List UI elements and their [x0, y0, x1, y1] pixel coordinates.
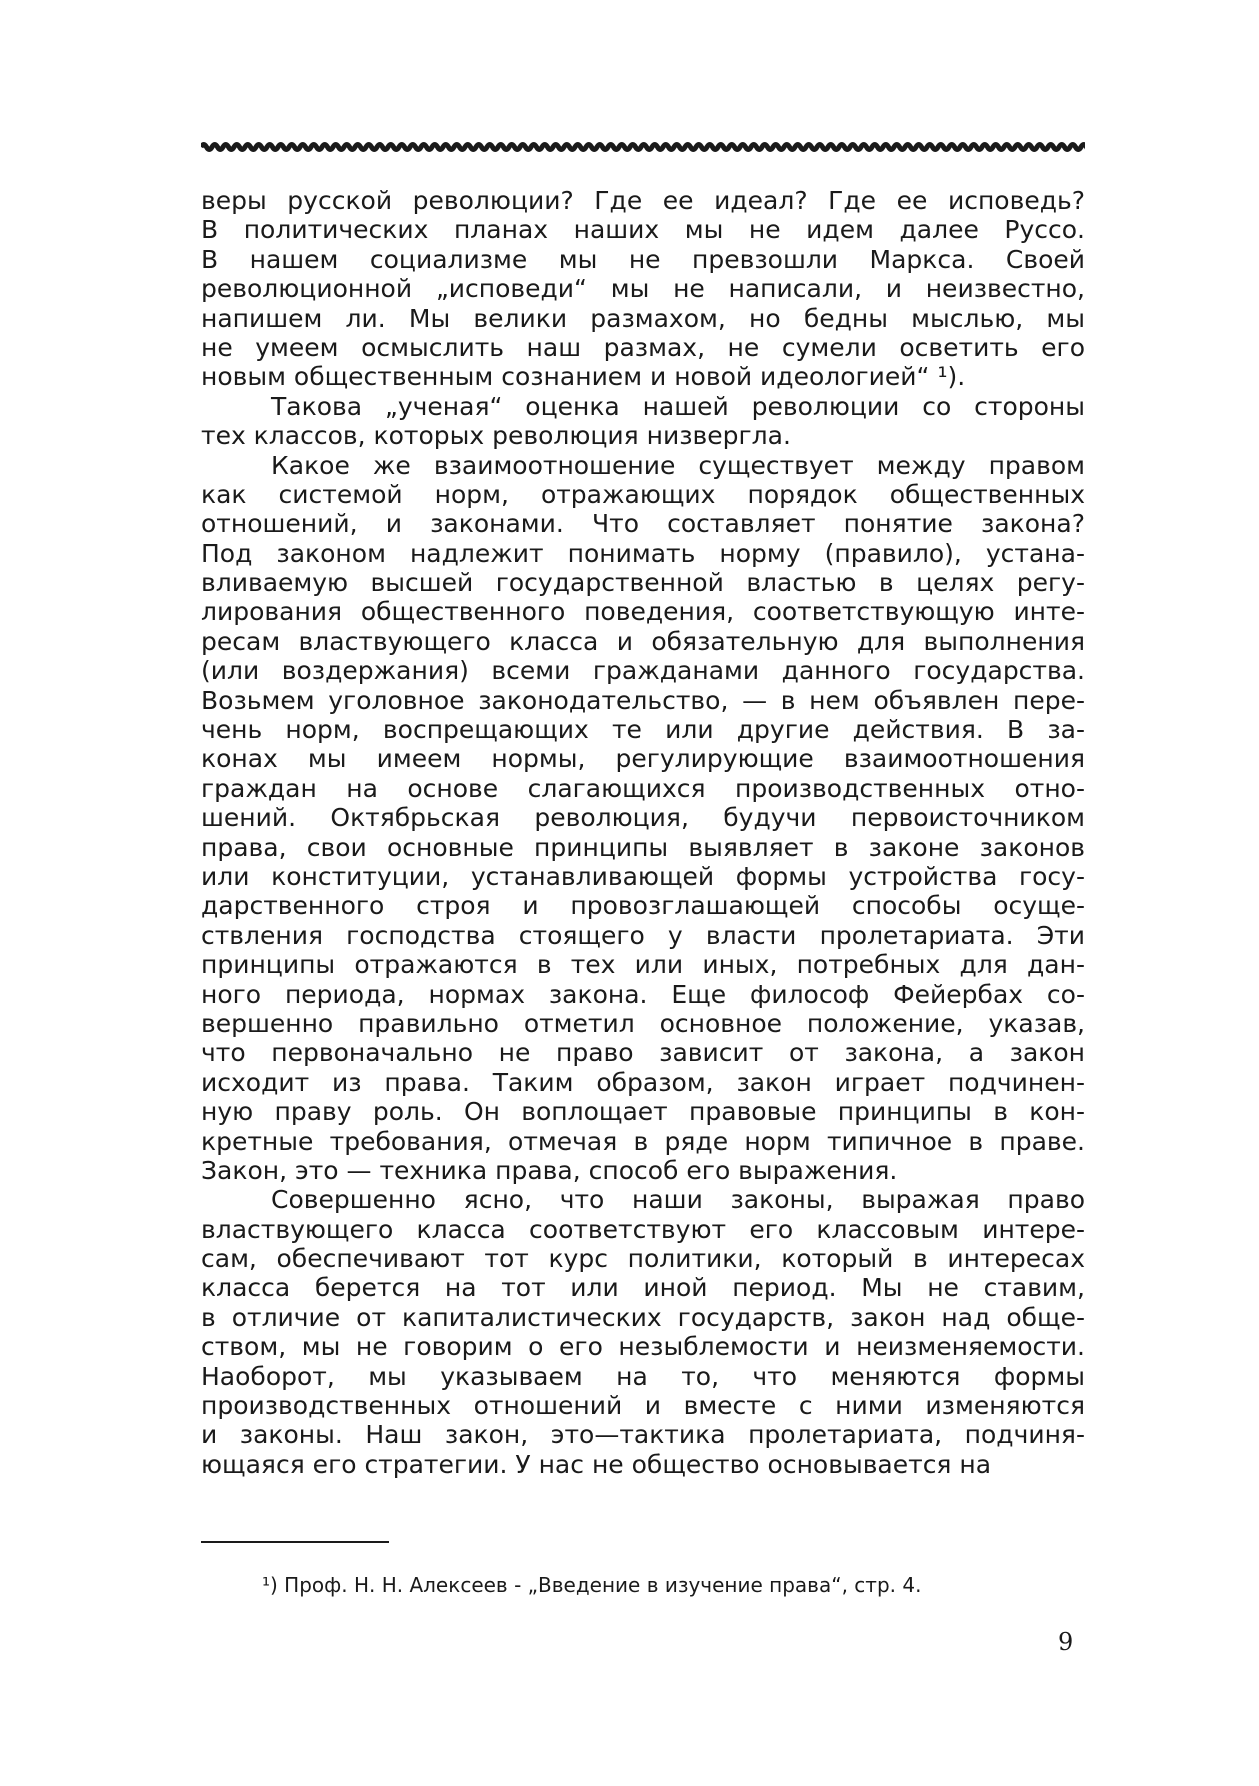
footnote: ¹) Проф. Н. Н. Алексеев - „Введение в изучение права“, стр. 4.	[262, 1573, 922, 1597]
text-line: чень норм, воспрещающих те или другие действия. В за-	[201, 715, 1085, 745]
paragraph	[201, 186, 1085, 392]
text-line: Какое же взаимоотношение существует между правом	[271, 450, 1085, 480]
page-number: 9	[1058, 1628, 1074, 1656]
footnote-divider	[201, 1541, 389, 1543]
text-line: не умеем осмыслить наш размах, не сумели осветить его	[201, 332, 1085, 362]
text-line: Возьмем уголовное законодательство, — в нем объявлен пере-	[201, 685, 1085, 715]
text-line: дарственного строя и провозглашающей способы осуще-	[201, 891, 1085, 921]
text-line: шений. Октябрьская революция, будучи первоисточником	[201, 803, 1085, 833]
text-line: конах мы имеем нормы, регулирующие взаимоотношения	[201, 744, 1085, 774]
wavy-rule-ornament	[201, 136, 1085, 158]
text-line: кретные требования, отмечая в ряде норм типичное в праве.	[201, 1126, 1085, 1156]
text-line: ствления господства стоящего у власти пролетариата. Эти	[201, 920, 1085, 950]
text-line: напишем ли. Мы велики размахом, но бедны мыслью, мы	[201, 303, 1085, 333]
text-line: вершенно правильно отметил основное положение, указав,	[201, 1008, 1085, 1038]
text-line: как системой норм, отражающих порядок общественных	[201, 479, 1085, 509]
text-line: новым общественным сознанием и новой идеологией“ ¹).	[201, 362, 966, 392]
text-line: сам, обеспечивают тот курс политики, который в интересах	[201, 1244, 1085, 1274]
text-line: веры русской революции? Где ее идеал? Где ее исповедь?	[201, 186, 1085, 215]
text-line: права, свои основные принципы выявляет в законе законов	[201, 832, 1085, 862]
text-line: лирования общественного поведения, соответствующую инте-	[201, 597, 1085, 627]
text-line: ресам властвующего класса и обязательную для выполнения	[201, 626, 1085, 656]
text-line: ную праву роль. Он воплощает правовые принципы в кон-	[201, 1097, 1085, 1127]
text-line: граждан на основе слагающихся производственных отно-	[201, 773, 1085, 803]
text-line: революционной „исповеди“ мы не написали, и неизвестно,	[201, 274, 1085, 304]
text-line: (или воздержания) всеми гражданами данного государства.	[201, 656, 1085, 686]
text-line: Совершенно ясно, что наши законы, выражая право	[271, 1185, 1085, 1215]
body-text	[201, 186, 1085, 1479]
text-line: В нашем социализме мы не превзошли Маркса. Своей	[201, 244, 1085, 274]
text-line: тех классов, которых революция низвергла.	[201, 421, 791, 451]
text-line: производственных отношений и вместе с ними изменяются	[201, 1391, 1085, 1421]
text-line: исходит из права. Таким образом, закон играет подчинен-	[201, 1067, 1085, 1097]
text-line: Под законом надлежит понимать норму (правило), устана-	[201, 538, 1085, 568]
text-line: или конституции, устанавливающей формы устройства госу-	[201, 861, 1085, 891]
text-line: отношений, и законами. Что составляет понятие закона?	[201, 509, 1085, 539]
text-line: что первоначально не право зависит от закона, а закон	[201, 1038, 1085, 1068]
paragraph	[201, 1185, 1085, 1479]
text-line: ством, мы не говорим о его незыблемости и неизменяемости.	[201, 1332, 1085, 1362]
text-line: в отличие от капиталистических государств, закон над обще-	[201, 1302, 1085, 1332]
text-line: ющаяся его стратегии. У нас не общество основывается на	[201, 1449, 992, 1479]
text-line: Наоборот, мы указываем на то, что меняются формы	[201, 1361, 1085, 1391]
text-line: Закон, это — техника права, способ его выражения.	[201, 1155, 898, 1185]
text-line: властвующего класса соответствуют его классовым интере-	[201, 1214, 1085, 1244]
text-line: В политических планах наших мы не идем далее Руссо.	[201, 215, 1085, 245]
paragraph	[201, 451, 1085, 1186]
paragraph	[201, 392, 1085, 451]
text-line: класса берется на тот или иной период. Мы не ставим,	[201, 1273, 1085, 1303]
text-line: вливаемую высшей государственной властью в целях регу-	[201, 568, 1085, 598]
text-line: и законы. Наш закон, это—тактика пролетариата, подчиня-	[201, 1420, 1085, 1450]
text-line: принципы отражаются в тех или иных, потребных для дан-	[201, 950, 1085, 980]
text-line: ного периода, нормах закона. Еще философ Фейербах со-	[201, 979, 1085, 1009]
text-line: Такова „ученая“ оценка нашей революции со стороны	[271, 391, 1085, 421]
